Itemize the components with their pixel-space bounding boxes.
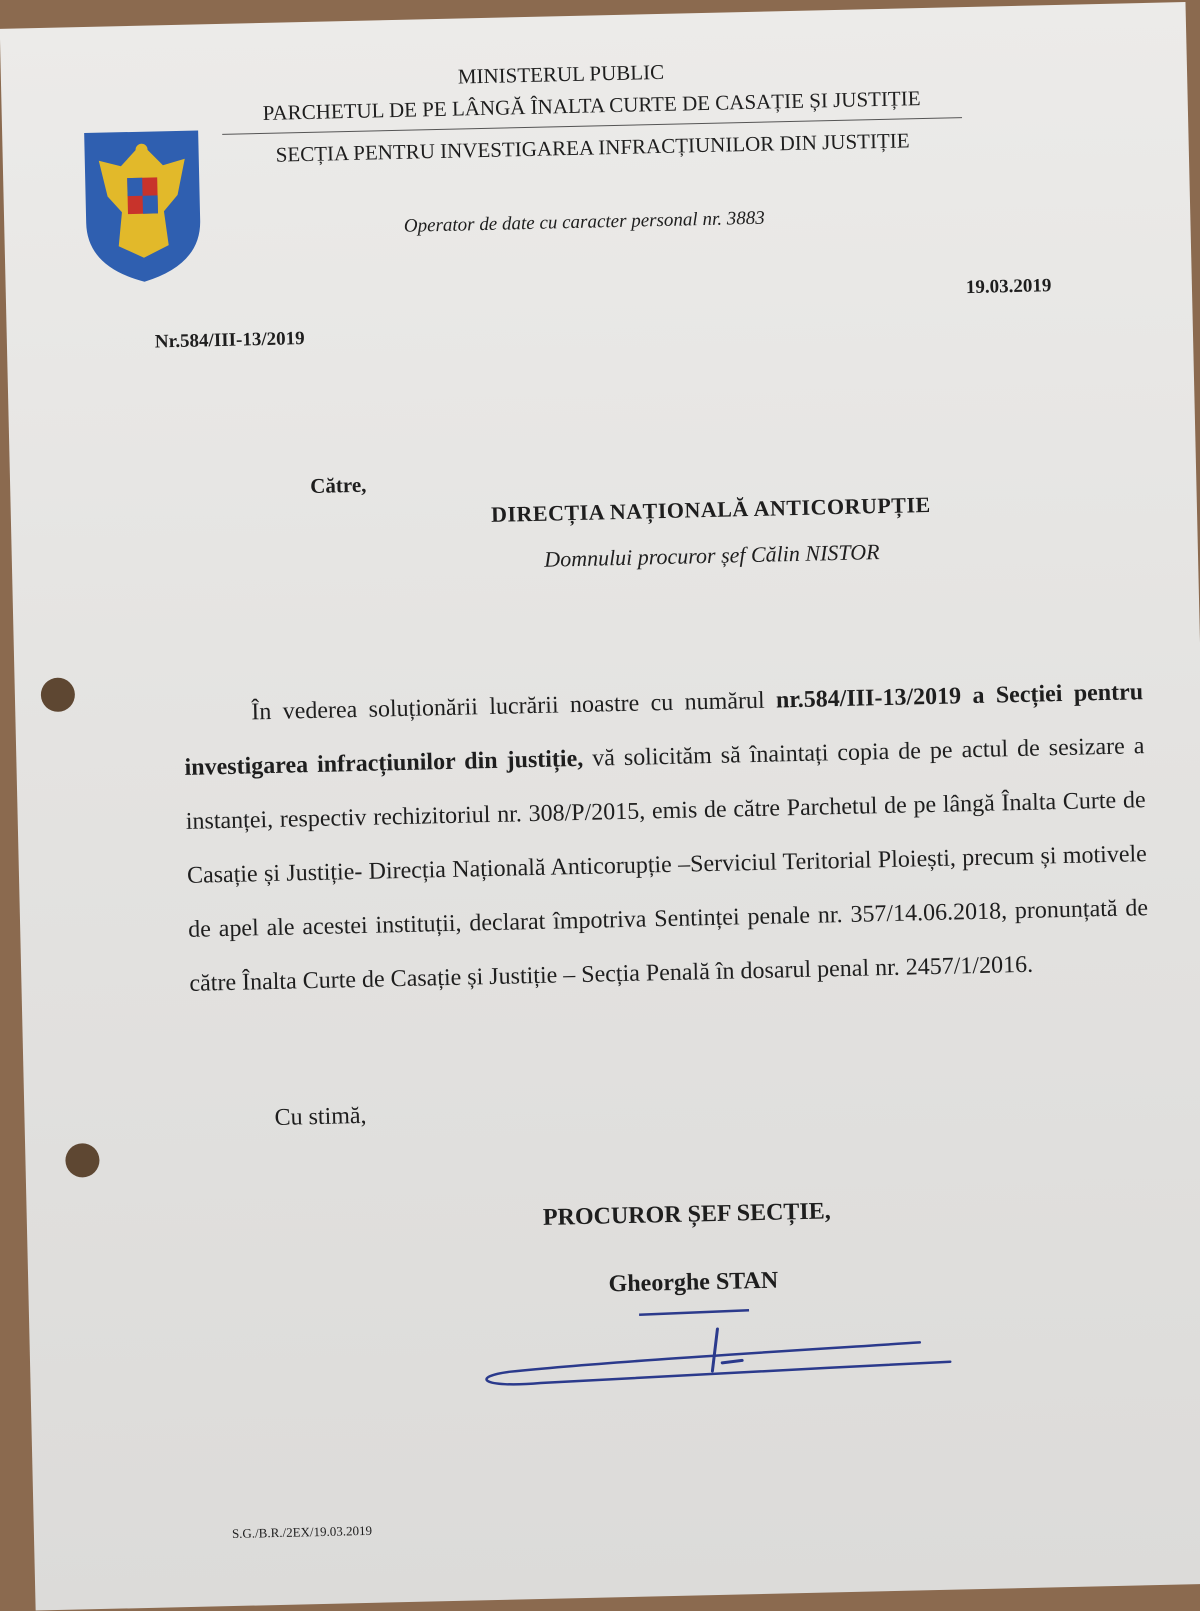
footer-reference: S.G./B.R./2EX/19.03.2019 xyxy=(231,1522,373,1542)
signatory-title: PROCUROR ȘEF SECȚIE, xyxy=(542,1198,832,1231)
recipient-institution: DIRECȚIA NAȚIONALĂ ANTICORUPȚIE xyxy=(490,491,931,527)
registration-number: Nr.584/III-13/2019 xyxy=(154,328,305,353)
punch-hole-top xyxy=(41,677,76,712)
recipient-salutation: Către, xyxy=(309,472,367,498)
body-case-number: nr.584/III-13/2019 a Secției pentru investigarea infracțiunilor din justiție, xyxy=(184,679,1144,781)
data-operator-note: Operator de date cu caracter personal nr. 3883 xyxy=(403,207,765,237)
romania-coat-of-arms-icon xyxy=(80,124,206,285)
body-request: vă solicităm să înaintați copia de pe actul de sesizare a instanței, respectiv rechizitoriul nr. 308/P/2015, emis de către Parchetul de pe lângă Înalta Curte de Casație și Justiție- Direcția Națională Anticorupție –Serviciul Teritorial Ploiești, precum și motivele de apel ale acestei instituții, declarat împotriva Sentinței penale nr. 357/14.06.2018, pronunțată de către Înalta Curte de Casație și Justiție – Secția Penală în dosarul penal nr. 2457/1/2016. xyxy=(185,733,1149,997)
letter-body xyxy=(183,665,1150,1011)
office-name: PARCHETUL DE PE LÂNGĂ ÎNALTA CURTE DE CASAȚIE ȘI JUSTIȚIE xyxy=(262,86,921,125)
document-date: 19.03.2019 xyxy=(965,275,1052,299)
document-page xyxy=(0,2,1200,1611)
punch-hole-bottom xyxy=(65,1143,100,1178)
handwritten-signature xyxy=(448,1269,971,1401)
signatory-name: Gheorghe STAN xyxy=(608,1267,779,1298)
ministry-name: MINISTERUL PUBLIC xyxy=(457,59,665,89)
body-intro: În vederea soluționării lucrării noastre cu numărul xyxy=(251,687,777,726)
recipient-person: Domnului procuror șef Călin NISTOR xyxy=(543,539,880,572)
closing-formula: Cu stimă, xyxy=(274,1102,367,1131)
section-name: SECȚIA PENTRU INVESTIGAREA INFRACȚIUNILOR DIN JUSTIȚIE xyxy=(275,128,910,167)
